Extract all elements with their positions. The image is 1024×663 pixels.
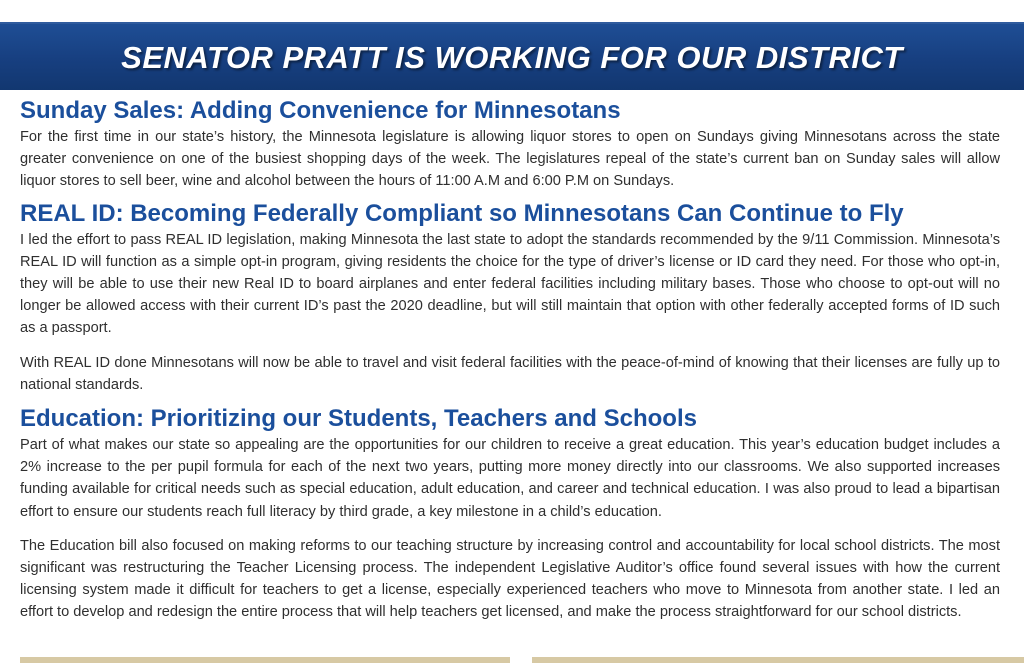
section-paragraph: With REAL ID done Minnesotans will now be able to travel and visit federal facilities with the peace-of-mind of knowing that their licenses are fully up to national standards. bbox=[20, 354, 1000, 393]
section-heading: REAL ID: Becoming Federally Compliant so Minnesotans Can Continue to Fly bbox=[20, 199, 904, 227]
section-heading: Education: Prioritizing our Students, Teachers and Schools bbox=[20, 405, 697, 433]
header-banner bbox=[0, 22, 1024, 90]
top-margin bbox=[0, 0, 1024, 22]
section-heading: Sunday Sales: Adding Convenience for Minnesotans bbox=[20, 97, 621, 124]
section-real-id bbox=[20, 199, 1000, 396]
article-body bbox=[20, 96, 1000, 630]
section-paragraph: The Education bill also focused on making reforms to our teaching structure by increasing control and accountability for local school districts. The most significant was restructuring the Teacher Licensing process. The independent Legislative Auditor’s office found several issues with how the current licensing system made it difficult for teachers to get a license, especially experienced teachers who move to Minnesota from another state. I led an effort to develop and redesign the entire process that will help teachers get licensed, and make the process straightforward for our school districts. bbox=[20, 537, 1000, 621]
bottom-rule-right bbox=[532, 657, 1024, 663]
section-sunday-sales bbox=[20, 96, 1000, 193]
section-education bbox=[20, 404, 1000, 624]
bottom-rule-left bbox=[20, 657, 510, 663]
section-paragraph: I led the effort to pass REAL ID legislation, making Minnesota the last state to adopt the standards recommended by the 9/11 Commission. Minnesota’s REAL ID will function as a simple opt-in program, giving residents the choice for the type of driver’s license or ID card they need. For those who opt-in, they will be able to use their new Real ID to board airplanes and enter federal facilities including military bases. Those who choose to opt-out will no longer be allowed access with their current ID’s past the 2020 deadline, but will still maintain that option with other federally accepted forms of ID such as a passport. bbox=[20, 231, 1000, 337]
banner-title: SENATOR PRATT IS WORKING FOR OUR DISTRICT bbox=[121, 40, 903, 75]
section-paragraph: For the first time in our state’s history, the Minnesota legislature is allowing liquor stores to open on Sundays giving Minnesotans across the state greater convenience on one of the busiest shopping days of the week. The legislatures repeal of the state’s current ban on Sunday sales will allow liquor stores to sell beer, wine and alcohol between the hours of 11:00 A.M and 6:00 P.M on Sundays. bbox=[20, 129, 1000, 190]
section-paragraph: Part of what makes our state so appealing are the opportunities for our children to receive a great education. This year’s education budget includes a 2% increase to the per pupil formula for each of the next two years, putting more money directly into our classrooms. We also supported increases funding available for critical needs such as special education, adult education, and career and technical education. I was also proud to lead a bipartisan effort to ensure our students reach full literacy by third grade, a key milestone in a child’s education. bbox=[20, 437, 1000, 520]
